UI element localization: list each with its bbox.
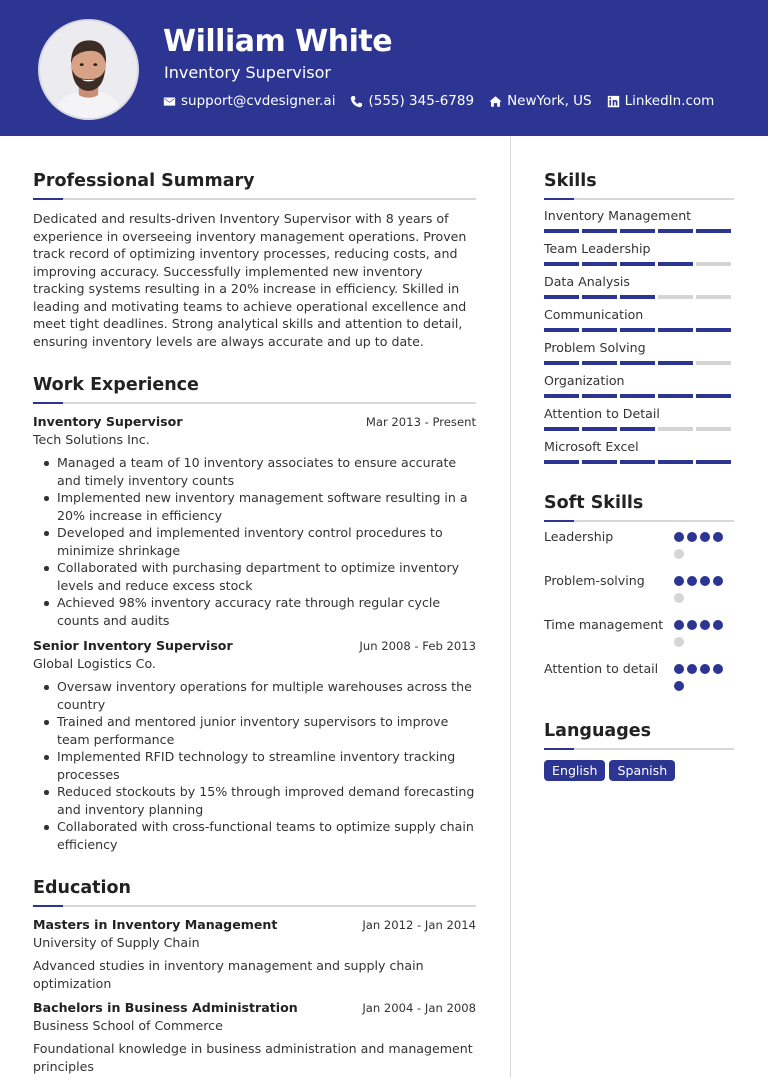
linkedin-icon bbox=[607, 95, 620, 108]
contact-linkedin-text: LinkedIn.com bbox=[624, 93, 715, 109]
education-header bbox=[33, 1000, 476, 1015]
skill-level-segment bbox=[658, 229, 693, 233]
education-title: Education bbox=[33, 878, 131, 898]
skill-level-segment bbox=[544, 460, 579, 464]
contact-phone-text: (555) 345-6789 bbox=[368, 93, 475, 109]
job-title: Senior Inventory Supervisor bbox=[33, 638, 233, 653]
skill-item bbox=[544, 273, 734, 299]
rating-dot bbox=[700, 576, 710, 586]
rating-dot bbox=[713, 664, 723, 674]
experience-title: Work Experience bbox=[33, 375, 199, 395]
soft-skill-name: Problem-solving bbox=[544, 573, 645, 588]
soft-skills-title: Soft Skills bbox=[544, 493, 644, 513]
job-header bbox=[33, 638, 476, 653]
skill-level-segment bbox=[544, 328, 579, 332]
education-description: Advanced studies in inventory management and supply chain optimization bbox=[33, 958, 424, 991]
skill-item bbox=[544, 339, 734, 365]
job-bullet: Trained and mentored junior inventory supervisors to improve team performance bbox=[33, 713, 476, 748]
skill-level-segment bbox=[544, 229, 579, 233]
degree-title: Masters in Inventory Management bbox=[33, 917, 278, 932]
soft-skill-rating bbox=[674, 664, 734, 698]
skill-level-segment bbox=[658, 295, 693, 299]
job-header bbox=[33, 414, 476, 429]
skills-section bbox=[544, 170, 734, 464]
job-title: Inventory Supervisor bbox=[33, 414, 183, 429]
section-rule bbox=[544, 198, 734, 200]
summary-text: Dedicated and results-driven Inventory Supervisor with 8 years of experience in overseeing inventory management operations. Proven track record of optimizing inventory processes, reducing costs, and improving accuracy. Successfully implemented new inventory tracking systems resulting in a 20% increase in efficiency. Skilled in leading and motivating teams to achieve operational excellence and meet tight deadlines. Strong analytical skills and attention to detail, ensuring inventory levels are always accurate and up to date. bbox=[33, 211, 467, 349]
skill-level-segment bbox=[544, 394, 579, 398]
rating-dot bbox=[674, 576, 684, 586]
skill-level-segment bbox=[658, 394, 693, 398]
section-rule bbox=[33, 198, 476, 200]
rating-dot bbox=[713, 576, 723, 586]
skill-level-segment bbox=[620, 361, 655, 365]
home-icon bbox=[489, 95, 502, 108]
skill-level-segment bbox=[544, 361, 579, 365]
skill-level-segment bbox=[696, 394, 731, 398]
rating-dot bbox=[713, 620, 723, 630]
skill-level-segment bbox=[696, 229, 731, 233]
skill-level-segment bbox=[658, 361, 693, 365]
job-bullets bbox=[33, 678, 476, 853]
rating-dot bbox=[687, 532, 697, 542]
skill-level-bar bbox=[544, 427, 734, 431]
skill-name: Data Analysis bbox=[544, 274, 630, 289]
skill-item bbox=[544, 306, 734, 332]
skill-level-bar bbox=[544, 262, 734, 266]
rating-dot bbox=[674, 664, 684, 674]
contact-linkedin[interactable] bbox=[607, 93, 715, 109]
skill-name: Organization bbox=[544, 373, 625, 388]
language-tags bbox=[544, 760, 734, 781]
skill-level-segment bbox=[582, 295, 617, 299]
soft-skill-item bbox=[544, 572, 734, 610]
contact-email[interactable] bbox=[163, 93, 335, 109]
resume-header bbox=[0, 0, 768, 136]
skill-level-segment bbox=[658, 427, 693, 431]
languages-title: Languages bbox=[544, 721, 652, 741]
skill-name: Microsoft Excel bbox=[544, 439, 639, 454]
language-tag: English bbox=[544, 760, 605, 781]
soft-skill-rating bbox=[674, 576, 734, 610]
rating-dot bbox=[687, 620, 697, 630]
rating-dot bbox=[674, 681, 684, 691]
main-column bbox=[33, 170, 476, 1075]
skill-item bbox=[544, 240, 734, 266]
skill-level-segment bbox=[696, 361, 731, 365]
skill-level-bar bbox=[544, 328, 734, 332]
soft-skill-name: Attention to detail bbox=[544, 661, 659, 676]
soft-skill-rating bbox=[674, 620, 734, 654]
languages-section bbox=[544, 720, 734, 781]
rating-dot bbox=[687, 576, 697, 586]
skill-level-segment bbox=[544, 262, 579, 266]
soft-skills-section bbox=[544, 492, 734, 698]
skill-level-segment bbox=[620, 427, 655, 431]
skill-level-segment bbox=[582, 262, 617, 266]
school-name: University of Supply Chain bbox=[33, 935, 200, 950]
rating-dot bbox=[700, 620, 710, 630]
avatar bbox=[38, 19, 139, 120]
skills-list bbox=[544, 207, 734, 464]
skill-level-segment bbox=[620, 295, 655, 299]
job-company: Tech Solutions Inc. bbox=[33, 432, 150, 447]
skill-level-bar bbox=[544, 295, 734, 299]
candidate-role: Inventory Supervisor bbox=[164, 63, 331, 82]
soft-skill-item bbox=[544, 528, 734, 566]
rating-dot bbox=[674, 620, 684, 630]
job-bullet: Collaborated with cross-functional teams to optimize supply chain efficiency bbox=[33, 818, 476, 853]
summary-section bbox=[33, 170, 476, 350]
job-company: Global Logistics Co. bbox=[33, 656, 156, 671]
skill-level-segment bbox=[582, 229, 617, 233]
skill-item bbox=[544, 405, 734, 431]
skill-level-bar bbox=[544, 460, 734, 464]
candidate-name: William White bbox=[163, 24, 393, 59]
soft-skill-rating bbox=[674, 532, 734, 566]
phone-icon bbox=[350, 95, 363, 108]
skill-name: Team Leadership bbox=[544, 241, 651, 256]
contact-location-text: NewYork, US bbox=[507, 93, 592, 109]
skill-level-segment bbox=[696, 328, 731, 332]
job-bullet: Developed and implemented inventory control procedures to minimize shrinkage bbox=[33, 524, 476, 559]
contact-phone[interactable] bbox=[350, 93, 474, 109]
rating-dot bbox=[700, 532, 710, 542]
job-entry bbox=[33, 414, 476, 629]
skill-level-segment bbox=[620, 460, 655, 464]
skill-level-bar bbox=[544, 229, 734, 233]
skill-level-segment bbox=[620, 262, 655, 266]
job-entry bbox=[33, 638, 476, 853]
skill-level-segment bbox=[582, 394, 617, 398]
job-bullet: Achieved 98% inventory accuracy rate through regular cycle counts and audits bbox=[33, 594, 476, 629]
skill-level-segment bbox=[544, 427, 579, 431]
skill-level-segment bbox=[658, 262, 693, 266]
skill-level-segment bbox=[544, 295, 579, 299]
job-date: Jun 2008 - Feb 2013 bbox=[359, 639, 476, 653]
section-rule bbox=[544, 748, 734, 750]
envelope-icon bbox=[163, 95, 176, 108]
skill-level-segment bbox=[696, 427, 731, 431]
education-entry bbox=[33, 1000, 476, 1075]
skills-title: Skills bbox=[544, 171, 597, 191]
rating-dot bbox=[700, 664, 710, 674]
skill-level-segment bbox=[620, 229, 655, 233]
job-date: Mar 2013 - Present bbox=[365, 415, 476, 429]
language-tag: Spanish bbox=[609, 760, 675, 781]
soft-skills-list bbox=[544, 528, 734, 698]
skill-level-segment bbox=[582, 460, 617, 464]
rating-dot bbox=[713, 532, 723, 542]
skill-level-segment bbox=[658, 460, 693, 464]
sidebar-column bbox=[544, 170, 734, 781]
column-divider bbox=[510, 136, 511, 1078]
soft-skill-name: Time management bbox=[544, 617, 664, 632]
job-bullet: Collaborated with purchasing department to optimize inventory levels and reduce excess stock bbox=[33, 559, 476, 594]
skill-item bbox=[544, 372, 734, 398]
rating-dot bbox=[687, 664, 697, 674]
education-date: Jan 2004 - Jan 2008 bbox=[362, 1001, 476, 1015]
skill-level-segment bbox=[696, 262, 731, 266]
job-bullet: Reduced stockouts by 15% through improved demand forecasting and inventory planning bbox=[33, 783, 476, 818]
soft-skill-name: Leadership bbox=[544, 529, 614, 544]
experience-section bbox=[33, 374, 476, 853]
skill-name: Problem Solving bbox=[544, 340, 646, 355]
job-bullet: Implemented RFID technology to streamline inventory tracking processes bbox=[33, 748, 476, 783]
skill-level-segment bbox=[696, 460, 731, 464]
skill-level-segment bbox=[620, 394, 655, 398]
rating-dot bbox=[674, 532, 684, 542]
contact-list bbox=[163, 93, 729, 109]
contact-location bbox=[489, 93, 592, 109]
profile-photo-icon bbox=[40, 21, 137, 118]
skill-level-segment bbox=[696, 295, 731, 299]
skill-item bbox=[544, 438, 734, 464]
rating-dot bbox=[674, 637, 684, 647]
rating-dot bbox=[674, 549, 684, 559]
degree-title: Bachelors in Business Administration bbox=[33, 1000, 298, 1015]
skill-level-bar bbox=[544, 394, 734, 398]
soft-skill-item bbox=[544, 660, 734, 698]
contact-email-text: support@cvdesigner.ai bbox=[181, 93, 336, 109]
education-description: Foundational knowledge in business administration and management principles bbox=[33, 1041, 473, 1074]
section-rule bbox=[33, 905, 476, 907]
skill-level-segment bbox=[582, 361, 617, 365]
education-entry bbox=[33, 917, 476, 992]
school-name: Business School of Commerce bbox=[33, 1018, 223, 1033]
job-bullet: Implemented new inventory management software resulting in a 20% increase in efficiency bbox=[33, 489, 476, 524]
skill-level-segment bbox=[658, 328, 693, 332]
section-rule bbox=[544, 520, 734, 522]
skill-level-segment bbox=[582, 328, 617, 332]
skill-name: Attention to Detail bbox=[544, 406, 660, 421]
education-date: Jan 2012 - Jan 2014 bbox=[362, 918, 476, 932]
job-bullets bbox=[33, 454, 476, 629]
skill-name: Inventory Management bbox=[544, 208, 692, 223]
skill-item bbox=[544, 207, 734, 233]
rating-dot bbox=[674, 593, 684, 603]
section-rule bbox=[33, 402, 476, 404]
education-section bbox=[33, 877, 476, 1075]
soft-skill-item bbox=[544, 616, 734, 654]
summary-title: Professional Summary bbox=[33, 171, 255, 191]
skill-level-segment bbox=[620, 328, 655, 332]
skill-name: Communication bbox=[544, 307, 644, 322]
job-bullet: Managed a team of 10 inventory associates to ensure accurate and timely inventory counts bbox=[33, 454, 476, 489]
job-bullet: Oversaw inventory operations for multiple warehouses across the country bbox=[33, 678, 476, 713]
skill-level-segment bbox=[582, 427, 617, 431]
skill-level-bar bbox=[544, 361, 734, 365]
education-header bbox=[33, 917, 476, 932]
